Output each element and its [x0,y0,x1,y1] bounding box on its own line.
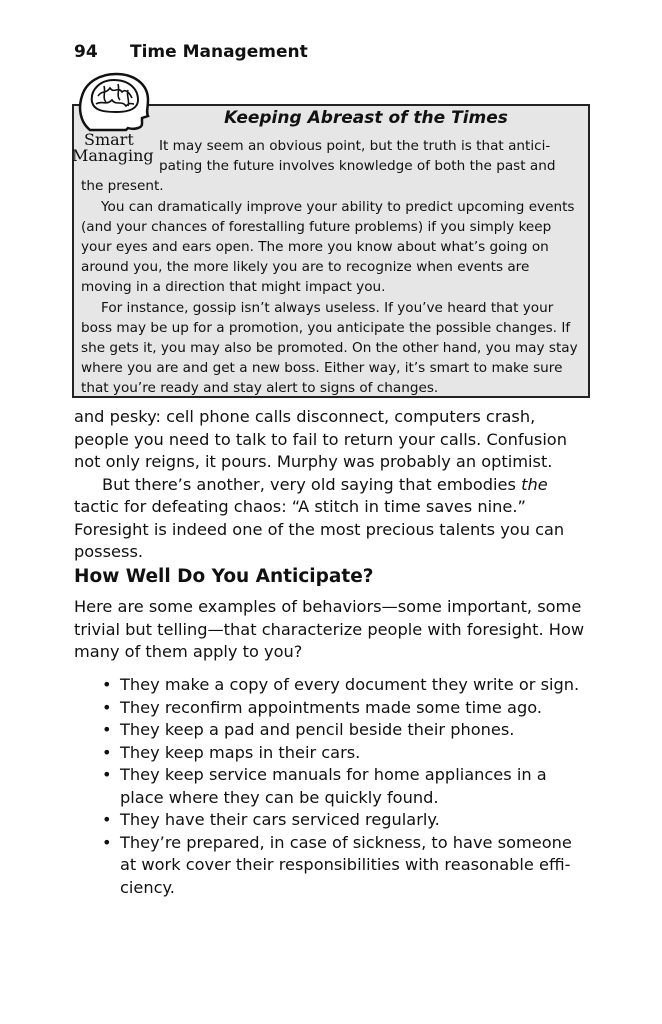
body-text [74,406,594,564]
sidebar-paragraph: You can dramatically improve your ability to predict upcoming events (and your chances of forestalling future problems) if you simply keep your eyes and ears open. The more you know about what’s going on around you, the more likely you are to recognize when events are moving in a direction that might impact you. [81,198,575,296]
list-item: • They have their cars serviced regularly. [100,809,590,832]
bullet-icon: • [102,810,112,829]
bullet-icon: • [102,720,112,739]
list-item: • They reconfirm appointments made some time ago. [100,697,590,720]
list-item: • They make a copy of every document they write or sign. [100,674,590,697]
brain-head-icon [72,72,158,132]
sidebar-paragraph: For instance, gossip isn’t always useless. If you’ve heard that your boss may be up for a promotion, you anticipate the possible changes. If she gets it, you may also be promoted. On the other hand, you may stay where you are and get a new boss. Either way, it’s smart to make sure that you’re ready and stay alert to signs of changes. [81,299,578,397]
bullet-icon: • [102,697,112,717]
sidebar-title: Keeping Abreast of the Times [224,108,508,128]
list-item: • They’re prepared, in case of sickness, to have someone at work cover their responsibilities with reasonable effi-ciency. [102,832,572,897]
behavior-list [100,674,590,899]
page-number: 94 [74,42,98,62]
body-paragraph: But there’s another, very old saying that embodies the tactic for defeating chaos: “A stitch in time saves nine.” Foresight is indeed one of the most precious talents you can possess. [74,474,565,561]
bullet-icon: • [102,742,112,762]
sidebar-text [81,136,582,399]
sidebar-paragraph: It may seem an obvious point, but the truth is that antici-pating the future involves knowledge of both the past and the present. [81,138,556,195]
list-item: • They keep service manuals for home appliances in a place where they can be quickly found. [102,765,547,807]
logo-text-smart: Smart [84,130,134,149]
list-item: • They keep a pad and pencil beside their phones. [100,719,590,742]
section-heading: How Well Do You Anticipate? [74,566,374,587]
body-paragraph: and pesky: cell phone calls disconnect, computers crash, people you need to talk to fail to return your calls. Confusion not only reigns, it pours. Murphy was probably an optimist. [74,407,567,471]
logo-text-managing: Managing [72,146,154,165]
smart-managing-logo [72,72,158,168]
list-item: • They keep maps in their cars. [100,742,590,765]
bullet-icon: • [102,675,112,694]
running-head [74,42,308,62]
intro-paragraph: Here are some examples of behaviors—some important, some trivial but telling—that characterize people with foresight. How many of them apply to you? [74,597,585,661]
bullet-icon: • [102,765,112,784]
emphasis: the [521,474,548,494]
running-title: Time Management [130,42,308,62]
bullet-icon: • [102,832,112,852]
